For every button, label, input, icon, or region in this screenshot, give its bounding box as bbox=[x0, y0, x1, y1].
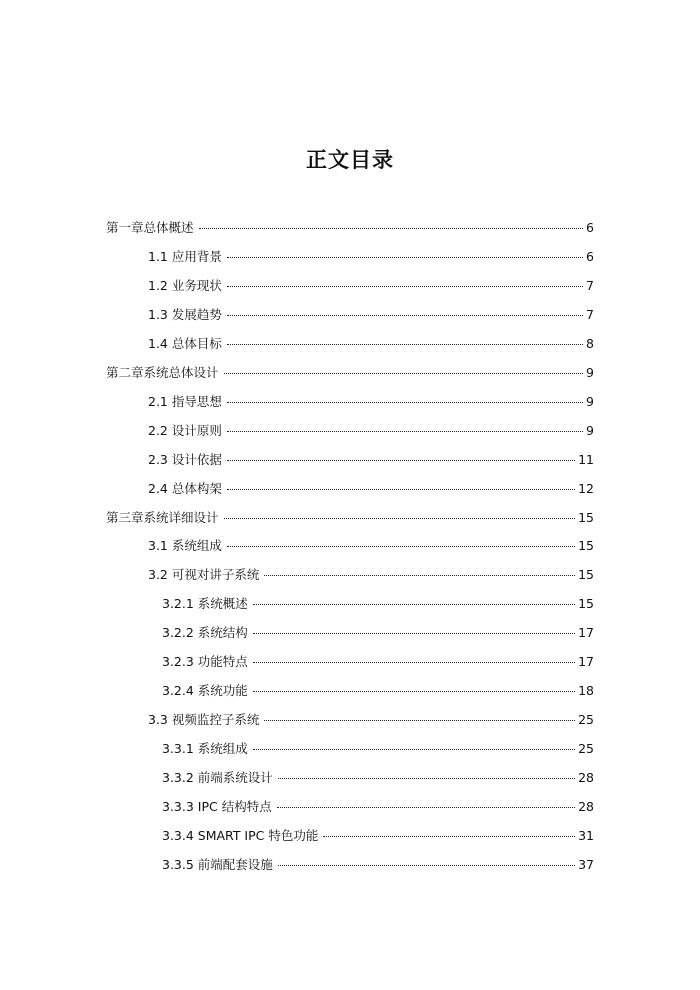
toc-entry-page-number: 12 bbox=[578, 481, 594, 496]
toc-dot-leader bbox=[253, 662, 575, 663]
toc-entry[interactable] bbox=[148, 479, 594, 499]
toc-dot-leader bbox=[278, 778, 575, 779]
toc-entry-page-number: 25 bbox=[578, 741, 594, 756]
toc-entry-label: 3.3 视频监控子系统 bbox=[148, 712, 260, 727]
toc-entry-page-number: 15 bbox=[578, 510, 594, 525]
toc-entry-page-number: 6 bbox=[586, 220, 594, 235]
toc-dot-leader bbox=[253, 691, 575, 692]
toc-entry-label: 第三章系统详细设计 bbox=[106, 510, 219, 525]
toc-entry[interactable] bbox=[148, 565, 594, 585]
toc-dot-leader bbox=[264, 720, 575, 721]
toc-entry-label: 2.1 指导思想 bbox=[148, 394, 222, 409]
toc-entry-label: 3.3.3 IPC 结构特点 bbox=[162, 799, 272, 814]
toc-entry-label: 3.3.2 前端系统设计 bbox=[162, 770, 273, 785]
toc-entry[interactable] bbox=[148, 710, 594, 730]
toc-dot-leader bbox=[227, 286, 583, 287]
toc-entry-label: 第一章总体概述 bbox=[106, 220, 194, 235]
toc-dot-leader bbox=[227, 344, 583, 345]
toc-entry[interactable] bbox=[162, 681, 594, 701]
toc-entry-label: 3.1 系统组成 bbox=[148, 538, 222, 553]
toc-entry-page-number: 15 bbox=[578, 538, 594, 553]
toc-entry-label: 第二章系统总体设计 bbox=[106, 365, 219, 380]
toc-entry-page-number: 9 bbox=[586, 423, 594, 438]
toc-entry-page-number: 7 bbox=[586, 307, 594, 322]
toc-entry[interactable] bbox=[162, 768, 594, 788]
toc-entry-label: 3.2.1 系统概述 bbox=[162, 596, 248, 611]
toc-dot-leader bbox=[253, 604, 575, 605]
toc-entry[interactable] bbox=[162, 826, 594, 846]
toc-entry-label: 1.4 总体目标 bbox=[148, 336, 222, 351]
toc-entry[interactable] bbox=[162, 855, 594, 875]
toc-entry-label: 1.2 业务现状 bbox=[148, 278, 222, 293]
toc-entry[interactable] bbox=[162, 594, 594, 614]
toc-entry[interactable] bbox=[106, 218, 594, 238]
toc-entry-label: 3.3.5 前端配套设施 bbox=[162, 857, 273, 872]
toc-dot-leader bbox=[264, 575, 575, 576]
toc-entry-page-number: 25 bbox=[578, 712, 594, 727]
toc-entry-page-number: 6 bbox=[586, 249, 594, 264]
toc-entry-label: 3.2 可视对讲子系统 bbox=[148, 567, 260, 582]
toc-dot-leader bbox=[227, 402, 583, 403]
toc-dot-leader bbox=[224, 518, 576, 519]
toc-entry[interactable] bbox=[162, 623, 594, 643]
toc-entry-label: 3.2.4 系统功能 bbox=[162, 683, 248, 698]
toc-dot-leader bbox=[277, 807, 575, 808]
toc-entry-page-number: 11 bbox=[578, 452, 594, 467]
toc-dot-leader bbox=[227, 315, 583, 316]
toc-entry-label: 2.4 总体构架 bbox=[148, 481, 222, 496]
toc-entry-label: 1.1 应用背景 bbox=[148, 249, 222, 264]
toc-entry[interactable] bbox=[162, 797, 594, 817]
toc-dot-leader bbox=[323, 836, 575, 837]
toc-dot-leader bbox=[278, 865, 575, 866]
toc-entry-page-number: 9 bbox=[586, 365, 594, 380]
toc-entry[interactable] bbox=[106, 508, 594, 528]
toc-entry-label: 3.2.3 功能特点 bbox=[162, 654, 248, 669]
toc-entry-page-number: 15 bbox=[578, 567, 594, 582]
toc-entry-page-number: 28 bbox=[578, 770, 594, 785]
toc-entry[interactable] bbox=[106, 363, 594, 383]
toc-dot-leader bbox=[253, 633, 575, 634]
toc-dot-leader bbox=[227, 431, 583, 432]
toc-dot-leader bbox=[227, 489, 575, 490]
toc-entry[interactable] bbox=[148, 392, 594, 412]
toc-entry[interactable] bbox=[148, 536, 594, 556]
toc-entry[interactable] bbox=[162, 652, 594, 672]
toc-dot-leader bbox=[199, 228, 583, 229]
toc-entry[interactable] bbox=[148, 276, 594, 296]
toc-dot-leader bbox=[253, 749, 575, 750]
toc-entry-page-number: 9 bbox=[586, 394, 594, 409]
toc-entry[interactable] bbox=[162, 739, 594, 759]
toc-entry[interactable] bbox=[148, 450, 594, 470]
toc-entry-page-number: 8 bbox=[586, 336, 594, 351]
toc-dot-leader bbox=[227, 546, 575, 547]
toc-entry-page-number: 31 bbox=[578, 828, 594, 843]
toc-entry-label: 2.3 设计依据 bbox=[148, 452, 222, 467]
toc-entry[interactable] bbox=[148, 334, 594, 354]
toc-entry-label: 3.3.4 SMART IPC 特色功能 bbox=[162, 828, 319, 843]
toc-entry[interactable] bbox=[148, 247, 594, 267]
toc-entry-page-number: 28 bbox=[578, 799, 594, 814]
toc-dot-leader bbox=[227, 257, 583, 258]
toc-entry[interactable] bbox=[148, 305, 594, 325]
toc-dot-leader bbox=[227, 460, 575, 461]
page-title: 正文目录 bbox=[306, 148, 394, 172]
toc-entry-label: 1.3 发展趋势 bbox=[148, 307, 222, 322]
toc-dot-leader bbox=[224, 373, 583, 374]
toc-entry[interactable] bbox=[148, 421, 594, 441]
toc-entry-label: 2.2 设计原则 bbox=[148, 423, 222, 438]
toc-entry-page-number: 17 bbox=[578, 654, 594, 669]
toc-entry-label: 3.3.1 系统组成 bbox=[162, 741, 248, 756]
toc-entry-page-number: 15 bbox=[578, 596, 594, 611]
toc-entry-page-number: 17 bbox=[578, 625, 594, 640]
toc-entry-page-number: 18 bbox=[578, 683, 594, 698]
toc-entry-label: 3.2.2 系统结构 bbox=[162, 625, 248, 640]
toc-entry-page-number: 7 bbox=[586, 278, 594, 293]
toc-entry-page-number: 37 bbox=[578, 857, 594, 872]
